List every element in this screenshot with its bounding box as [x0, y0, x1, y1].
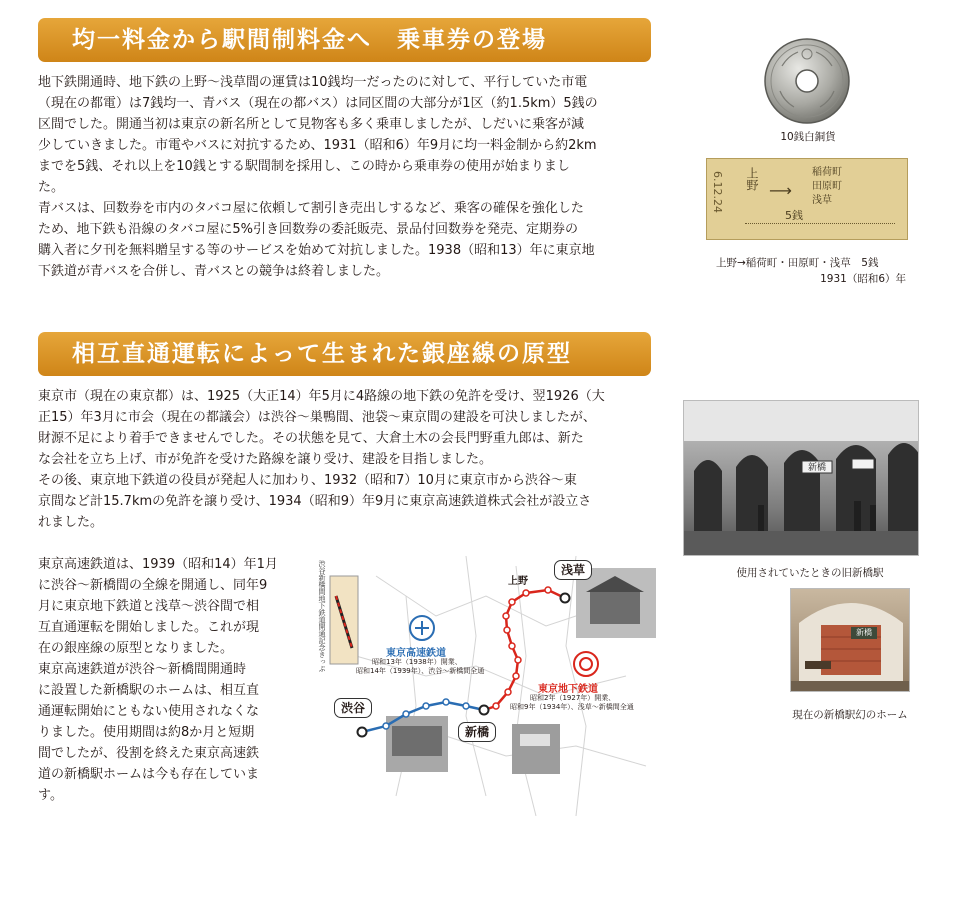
text-line: 東京市（現在の東京都）は、1925（大正14）年5月に4路線の地下鉄の免許を受け、翌1926（大 — [38, 389, 605, 404]
coin-image — [762, 36, 852, 126]
current-station-caption: 現在の新橋駅幻のホーム — [792, 709, 908, 721]
old-shinbashi-photo — [683, 400, 919, 556]
ticket-to-3: 浅草 — [812, 195, 832, 206]
ticket-to-1: 稲荷町 — [812, 167, 842, 178]
current-station-sign: 新橋 — [856, 628, 872, 637]
current-shinbashi-photo — [790, 588, 910, 692]
section2-body — [38, 386, 668, 533]
text-line: 東京高速鉄道が渋谷～新橋間開通時 — [38, 662, 247, 677]
ticket-fare: 5銭 — [785, 209, 803, 222]
old-station-sign: 新橋 — [807, 463, 826, 473]
chika-note1: 昭和2年（1927年）開業、 — [530, 694, 616, 702]
ticket-to-2: 田原町 — [812, 181, 842, 192]
text-line: 通運転開始にともない使用されなくな — [38, 704, 260, 719]
ueno-label: 上野 — [508, 576, 528, 587]
text-line: までを5銭、それ以上を10銭とする駅間制を採用し、この時から乗車券の使用が始まりまし — [38, 159, 570, 174]
text-line: 互直通運転を開始しました。これが現 — [38, 620, 260, 635]
text-line: 下鉄道が青バスを合併し、青バスとの競争は終着しました。 — [38, 264, 390, 279]
current-station-illustration — [791, 589, 910, 692]
text-line: 京間など計15.7kmの免許を譲り受け、1934（昭和9）年9月に東京高速鉄道株式会社が設立さ — [38, 494, 592, 509]
text-line: 道の新橋駅ホームは今も存在していま — [38, 767, 260, 782]
ticket-caption-line2: 1931（昭和6）年 — [820, 273, 906, 285]
shibuya-label: 渋谷 — [334, 698, 372, 718]
coin-caption: 10銭白銅貨 — [780, 131, 836, 143]
shinbashi-label: 新橋 — [458, 722, 496, 742]
section2-title: 相互直通運転によって生まれた銀座線の原型 — [38, 332, 651, 376]
asakusa-label: 浅草 — [554, 560, 592, 580]
ticket-from: 上野 — [745, 167, 759, 191]
text-line: 月に東京地下鉄道と浅草～渋谷間で相 — [38, 599, 260, 614]
text-line: に渋谷～新橋間の全線を開通し、同年9 — [38, 578, 268, 593]
text-line: りました。使用期間は約8か月と短期 — [38, 725, 255, 740]
ticket-date: 6.12.24 — [711, 171, 724, 213]
map-graphic — [316, 556, 658, 816]
route-map — [316, 556, 658, 816]
text-line: た。 — [38, 180, 65, 195]
text-line: す。 — [38, 788, 63, 803]
section2-body-2 — [38, 554, 308, 806]
chika-name: 東京地下鉄道 — [538, 684, 598, 695]
old-station-caption: 使用されていたときの旧新橋駅 — [736, 567, 884, 579]
ticket-caption-line1: 上野→稲荷町・田原町・浅草 5銭 — [716, 257, 879, 269]
ticket-image — [706, 158, 908, 240]
section1-title: 均一料金から駅間制料金へ 乗車券の登場 — [38, 18, 651, 62]
text-line: 購入者に夕刊を無料贈呈する等のサービスを始めて対抗しました。1938（昭和13）年に東京地 — [38, 243, 595, 258]
text-line: 正15）年3月に市会（現在の都議会）は渋谷～巣鴨間、池袋～東京間の建設を可決しましたが、 — [38, 410, 596, 425]
arrow-icon: ⟶ — [769, 181, 792, 200]
text-line: 財源不足により着手できませんでした。その状態を見て、大倉土木の会長門野重九郎は、新た — [38, 431, 584, 446]
ticket-fine-print — [745, 223, 895, 227]
text-line: 地下鉄開通時、地下鉄の上野～浅草間の運賃は10銭均一だったのに対して、平行していた市電 — [38, 75, 588, 90]
koso-note1: 昭和13年（1938年）開業、 — [372, 658, 462, 666]
text-line: 東京高速鉄道は、1939（昭和14）年1月 — [38, 557, 278, 572]
text-line: 少していきました。市電やバスに対抗するため、1931（昭和6）年9月に均一料金制から約2km — [38, 138, 597, 153]
text-line: 在の銀座線の原型となりました。 — [38, 641, 234, 656]
chika-note2: 昭和9年（1934年）、浅草～新橋間全通 — [510, 703, 634, 711]
text-line: （現在の都電）は7銭均一、青バス（現在の都バス）は同区間の大部分が1区（約1.5km）5銭の — [38, 96, 598, 111]
section1-body — [38, 72, 668, 282]
text-line: れました。 — [38, 515, 104, 530]
text-line: 区間でした。開通当初は東京の新名所として見物客も多く乗車しましたが、しだいに乗客が減 — [38, 117, 585, 132]
text-line: に設置した新橋駅のホームは、相互直 — [38, 683, 260, 698]
text-line: 青バスは、回数券を市内のタバコ屋に依頼して割引き売出しするなど、乗客の確保を強化した — [38, 201, 584, 216]
text-line: な会社を立ち上げ、市が免許を受けた路線を譲り受け、建設を目指しました。 — [38, 452, 492, 467]
koso-note2: 昭和14年（1939年）、渋谷～新橋間全通 — [356, 667, 485, 675]
text-line: その後、東京地下鉄道の役員が発起人に加わり、1932（昭和7）10月に東京市から渋谷～東 — [38, 473, 577, 488]
text-line: 間でしたが、役割を終えた東京高速鉄 — [38, 746, 260, 761]
old-station-illustration — [684, 401, 919, 556]
poster-text: 渋谷新橋間地下鉄道開通記念きっぷ — [318, 560, 326, 672]
text-line: ため、地下鉄も沿線のタバコ屋に5%引き回数券の委託販売、景品付回数券を発売、定期券の — [38, 222, 578, 237]
koso-name: 東京高速鉄道 — [386, 648, 446, 659]
